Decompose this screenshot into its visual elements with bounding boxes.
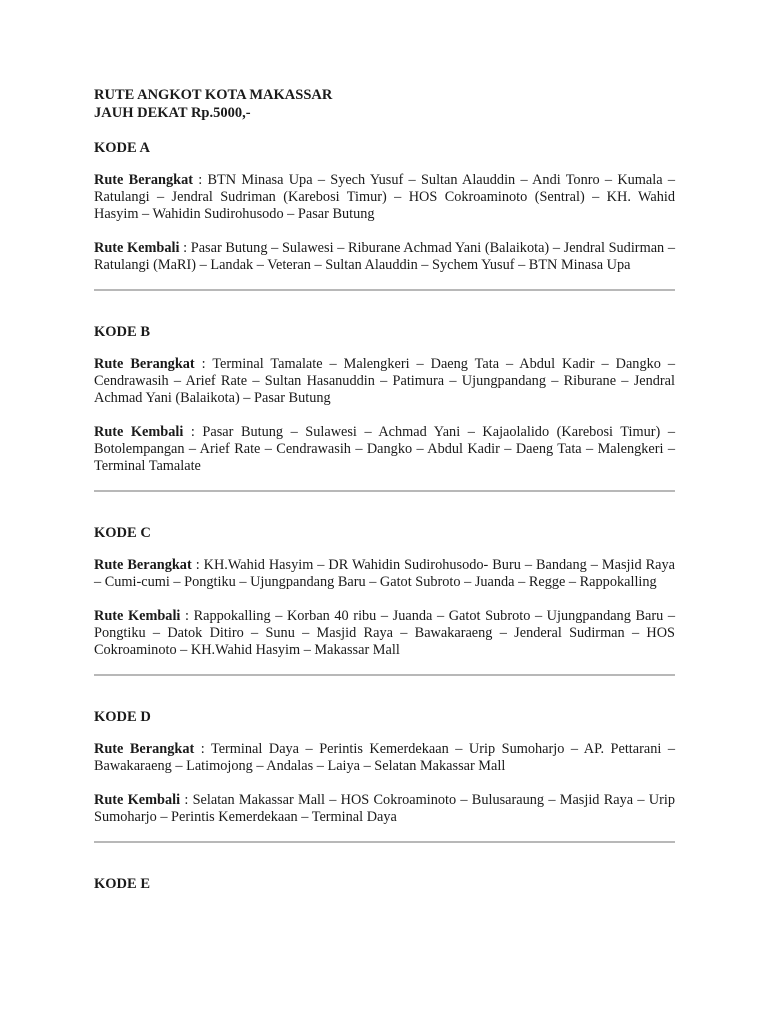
route-kembali-label: Rute Kembali	[94, 240, 180, 256]
route-kembali-text: : Pasar Butung – Sulawesi – Riburane Achmad Yani (Balaikota) – Jendral Sudirman – Ratulangi (MaRI) – Landak – Veteran – Sultan Alauddin – Sychem Yusuf – BTN Minasa Upa	[94, 240, 675, 273]
route-berangkat	[94, 172, 675, 223]
document-page	[94, 86, 675, 893]
route-berangkat-label: Rute Berangkat	[94, 356, 195, 372]
route-section-e	[94, 875, 675, 893]
kode-heading: KODE C	[94, 525, 151, 541]
kode-heading: KODE A	[94, 140, 150, 156]
route-berangkat-text: : Terminal Tamalate – Malengkeri – Daeng Tata – Abdul Kadir – Dangko – Cendrawasih – Arief Rate – Sultan Hasanuddin – Patimura – Ujungpandang – Riburane – Jendral Achmad Yani (Balaikota) – Pasar Butung	[94, 356, 675, 406]
section-divider	[94, 490, 675, 492]
route-kembali	[94, 240, 675, 274]
route-kembali-text: : Rappokalling – Korban 40 ribu – Juanda – Gatot Subroto – Ujungpandang Baru – Pongtiku – Datok Ditiro – Sunu – Masjid Raya – Bawakaraeng – Jenderal Sudirman – HOS Cokroaminoto – KH.Wahid Hasyim – Makassar Mall	[94, 608, 675, 658]
kode-heading: KODE E	[94, 876, 150, 892]
route-kembali	[94, 424, 675, 475]
route-section-b	[94, 323, 675, 475]
document-title: RUTE ANGKOT KOTA MAKASSAR	[94, 87, 333, 103]
kode-heading: KODE B	[94, 324, 150, 340]
route-kembali-text: : Selatan Makassar Mall – HOS Cokroaminoto – Bulusaraung – Masjid Raya – Urip Sumoharjo – Perintis Kemerdekaan – Terminal Daya	[94, 792, 675, 825]
route-kembali	[94, 792, 675, 826]
route-berangkat-label: Rute Berangkat	[94, 741, 195, 757]
route-kembali-label: Rute Kembali	[94, 792, 181, 808]
route-section-a	[94, 139, 675, 274]
route-berangkat-text: : KH.Wahid Hasyim – DR Wahidin Sudirohusodo- Buru – Bandang – Masjid Raya – Cumi-cumi – Pongtiku – Ujungpandang Baru – Gatot Subroto – Juanda – Regge – Rappokalling	[94, 557, 676, 590]
route-berangkat-label: Rute Berangkat	[94, 172, 193, 188]
kode-heading: KODE D	[94, 709, 151, 725]
section-divider	[94, 674, 675, 676]
route-berangkat-label: Rute Berangkat	[94, 557, 192, 573]
route-berangkat	[94, 741, 675, 775]
route-berangkat-text: : Terminal Daya – Perintis Kemerdekaan – Urip Sumoharjo – AP. Pettarani – Bawakaraeng – Latimojong – Andalas – Laiya – Selatan Makassar Mall	[94, 741, 675, 774]
section-divider	[94, 841, 675, 843]
route-berangkat	[94, 356, 675, 407]
section-divider	[94, 289, 675, 291]
route-section-c	[94, 524, 675, 659]
route-kembali-label: Rute Kembali	[94, 608, 181, 624]
route-kembali-label: Rute Kembali	[94, 424, 184, 440]
route-berangkat-text: : BTN Minasa Upa – Syech Yusuf – Sultan Alauddin – Andi Tonro – Kumala – Ratulangi – Jendral Sudriman (Karebosi Timur) – HOS Cokroaminoto (Sentral) – KH. Wahid Hasyim – Wahidin Sudirohusodo – Pasar Butung	[94, 172, 676, 222]
route-section-d	[94, 708, 675, 826]
route-kembali-text: : Pasar Butung – Sulawesi – Achmad Yani – Kajaolalido (Karebosi Timur) – Botolempangan – Arief Rate – Cendrawasih – Dangko – Abdul Kadir – Daeng Tata – Malengkeri – Terminal Tamalate	[94, 424, 675, 474]
document-subtitle: JAUH DEKAT Rp.5000,-	[94, 105, 251, 121]
route-kembali	[94, 608, 675, 659]
route-berangkat	[94, 557, 675, 591]
